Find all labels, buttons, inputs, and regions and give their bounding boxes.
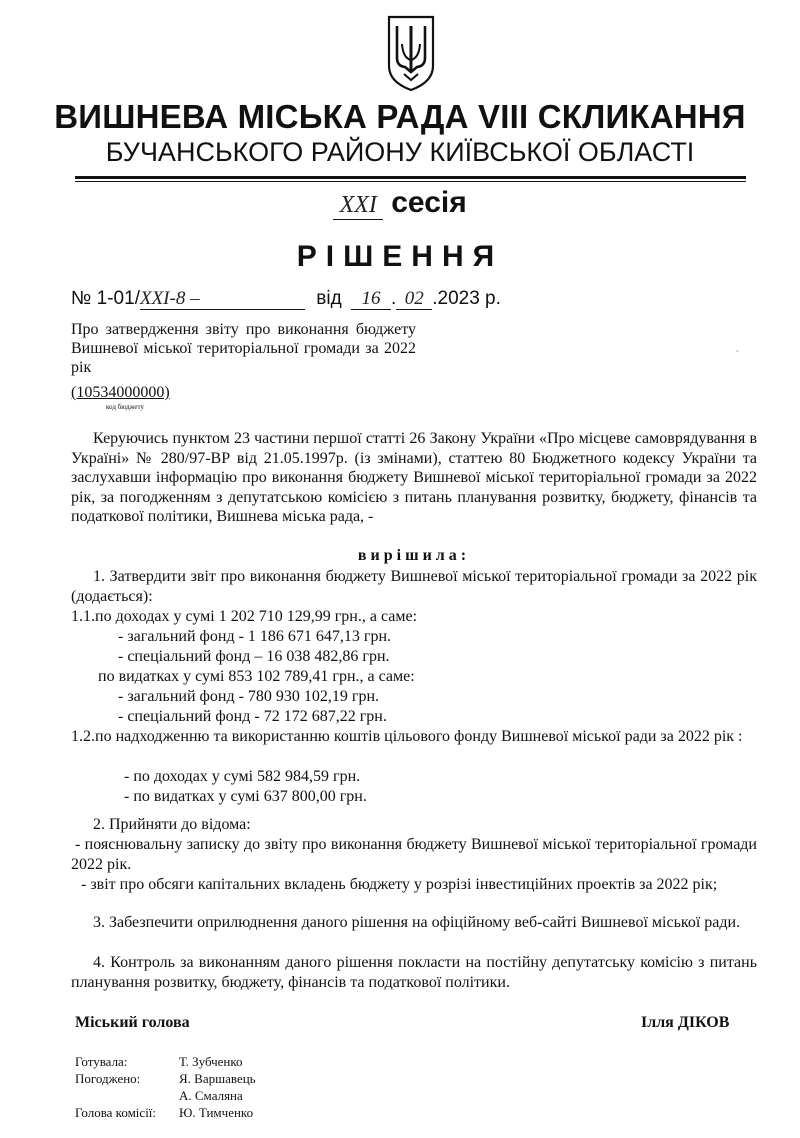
signature-name: Ілля ДІКОВ xyxy=(641,1014,730,1031)
session-line xyxy=(0,186,800,220)
item-1-2: 1.2.по надходженню та використанню коштів цільового фонду Вишневої міської ради за 2022 рік : xyxy=(71,728,743,745)
decision-prefix: № 1-01/ xyxy=(71,288,140,309)
approval-name: Я. Варшавець xyxy=(179,1071,256,1086)
item-3: 3. Забезпечити оприлюднення даного рішення на офіційному веб-сайті Вишневої міської ради. xyxy=(93,914,741,931)
item-2-note: - пояснювальну записку до звіту про виконання бюджету Вишневої міської територіальної громади 2022 рік. xyxy=(71,836,757,873)
document-type: РІШЕННЯ xyxy=(296,240,504,273)
approval-name: Т. Зубченко xyxy=(179,1054,243,1069)
council-title: ВИШНЕВА МІСЬКА РАДА VIII СКЛИКАННЯ xyxy=(54,98,746,135)
decision-year: .2023 р. xyxy=(432,288,501,309)
approval-role: Голова комісії: xyxy=(75,1105,157,1120)
approval-role: Погоджено: xyxy=(75,1071,141,1086)
preamble: Керуючись пунктом 23 частини першої статті 26 Закону України «Про місцеве самоврядування в Україні» № 280/97-ВР від 21.05.1997р. (із змінами), статтею 80 Бюджетного кодексу України та заслухавши інформацію про виконання бюджету Вишневої міської територіальної громади за 2022 рік, за погодженням з депутатською комісією з питань планування розвитку, бюджету, фінансів та податкової політики, Вишнева міська рада, - xyxy=(71,430,757,525)
budget-code: (10534000000) xyxy=(71,384,170,401)
decision-number-line: № 1-01/XXI-8 – від 16 . 02 .2023 р. xyxy=(71,288,501,309)
item-2-capital-report: - звіт про обсяги капітальних вкладень бюджету у розрізі інвестиційних проектів за 2022 рік; xyxy=(81,876,718,893)
approval-name: Ю. Тимченко xyxy=(179,1105,254,1120)
trident-emblem xyxy=(386,14,436,92)
decision-number: XXI-8 – xyxy=(140,289,305,310)
district-title: БУЧАНСЬКОГО РАЙОНУ КИЇВСЬКОЇ ОБЛАСТІ xyxy=(105,137,695,167)
item-1-1: 1.1.по доходах у сумі 1 202 710 129,99 грн., а саме: xyxy=(71,608,418,625)
expenses-total: по видатках у сумі 853 102 789,41 грн., а саме: xyxy=(98,668,415,685)
item-4: 4. Контроль за виконанням даного рішення покласти на постійну депутатську комісію з питань планування розвитку, бюджету, фінансів та податкової політики. xyxy=(71,954,757,991)
income-special-fund: - спеціальний фонд – 16 038 482,86 грн. xyxy=(118,648,390,665)
budget-code-label: код бюджету xyxy=(106,403,144,411)
session-number: XXI xyxy=(333,192,383,220)
session-label: сесія xyxy=(391,186,467,219)
header-rule-thick xyxy=(75,176,746,179)
resolved-heading: вирішила: xyxy=(357,547,471,564)
approval-role xyxy=(75,1087,179,1104)
header-rule-thin xyxy=(75,181,746,182)
signature-position: Міський голова xyxy=(75,1014,190,1031)
approvals xyxy=(75,1053,256,1121)
approval-name: А. Смаляна xyxy=(179,1088,243,1103)
item-2: 2. Прийняти до відома: xyxy=(93,816,251,833)
expense-general-fund: - загальний фонд - 780 930 102,19 грн. xyxy=(118,688,380,705)
from-label: від xyxy=(316,288,342,309)
approval-role: Готувала: xyxy=(75,1054,128,1069)
decision-subject: Про затвердження звіту про виконання бюджету Вишневої міської територіальної громади за 2022 рік xyxy=(71,321,416,376)
scan-mark: · xyxy=(735,345,740,360)
expense-special-fund: - спеціальний фонд - 72 172 687,22 грн. xyxy=(118,708,387,725)
fund-expense: - по видатках у сумі 637 800,00 грн. xyxy=(124,788,367,805)
item-1: 1. Затвердити звіт про виконання бюджету Вишневої міської територіальної громади за 2022 рік (додається): xyxy=(71,568,757,605)
fund-income: - по доходах у сумі 582 984,59 грн. xyxy=(124,768,361,785)
decision-month: 02 xyxy=(396,289,432,310)
decision-day: 16 xyxy=(351,289,391,310)
income-general-fund: - загальний фонд - 1 186 671 647,13 грн. xyxy=(118,628,392,645)
